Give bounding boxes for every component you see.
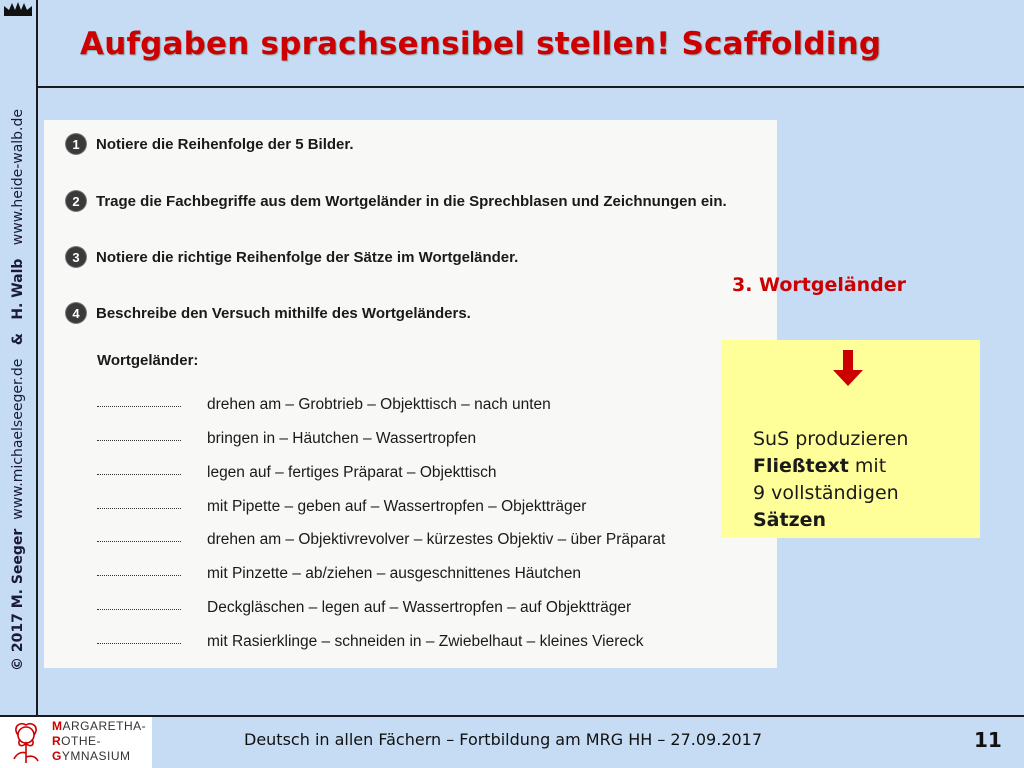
phrase-text: legen auf – fertiges Präparat – Objekttisch <box>207 464 497 481</box>
answer-blank <box>97 507 181 509</box>
callout-line-3: 9 vollständigen <box>753 482 899 504</box>
logo-line-2: OTHE- <box>61 734 102 748</box>
callout-line-1: SuS produzieren <box>753 428 909 450</box>
side-amp: & <box>10 333 26 346</box>
worksheet-image <box>44 120 777 668</box>
phrase-text: Deckgläschen – legen auf – Wassertropfen – auf Objektträger <box>207 599 632 616</box>
side-author-2: H. Walb <box>10 258 26 320</box>
task-text-1: Notiere die Reihenfolge der 5 Bilder. <box>96 135 354 153</box>
task-number-2: 2 <box>66 191 86 211</box>
task-number-1: 1 <box>66 134 86 154</box>
page-number: 11 <box>974 728 1002 752</box>
task-text-2: Trage die Fachbegriffe aus dem Wortgeländer in die Sprechblasen und Zeichnungen ein. <box>96 192 727 210</box>
footer-divider <box>0 715 1024 717</box>
phrase-row <box>97 498 586 516</box>
callout-line-4 <box>753 507 908 534</box>
phrase-text: drehen am – Objektivrevolver – kürzestes Objektiv – über Präparat <box>207 531 666 548</box>
phrase-row <box>97 464 497 482</box>
phrase-row <box>97 531 665 549</box>
callout-bold-fliesstext: Fließtext <box>753 455 849 477</box>
side-url-1: www.michaelseeger.de <box>10 358 26 520</box>
crown-logo-icon <box>2 0 34 18</box>
down-arrow-icon <box>831 348 865 388</box>
task-1 <box>66 134 354 154</box>
phrase-row <box>97 396 551 414</box>
logo-initial-r: R <box>52 734 62 748</box>
callout-line-2-rest: mit <box>848 455 887 477</box>
phrase-row <box>97 565 581 583</box>
phrase-text: mit Pipette – geben auf – Wassertropfen – Objektträger <box>207 498 587 515</box>
rose-logo-icon <box>2 717 50 767</box>
phrase-text: mit Pinzette – ab/ziehen – ausgeschnittenes Häutchen <box>207 565 581 582</box>
task-3 <box>66 247 518 267</box>
task-2 <box>66 191 727 211</box>
answer-blank <box>97 405 181 407</box>
phrase-text: mit Rasierklinge – schneiden in – Zwiebelhaut – kleines Viereck <box>207 633 644 650</box>
task-text-3: Notiere die richtige Reihenfolge der Sätze im Wortgeländer. <box>96 248 519 266</box>
phrase-row <box>97 430 476 448</box>
task-text-4: Beschreibe den Versuch mithilfe des Wortgeländers. <box>96 304 471 322</box>
answer-blank <box>97 540 181 542</box>
logo-initial-m: M <box>52 719 63 733</box>
school-name <box>52 719 146 764</box>
answer-blank <box>97 608 181 610</box>
title-divider <box>36 86 1024 88</box>
phrase-text: drehen am – Grobtrieb – Objekttisch – nach unten <box>207 396 551 413</box>
phrase-row <box>97 599 631 617</box>
wortgelaender-label: 3. Wortgeländer <box>732 274 907 296</box>
task-number-3: 3 <box>66 247 86 267</box>
answer-blank <box>97 439 181 441</box>
logo-line-1: ARGARETHA- <box>62 719 147 733</box>
slide-title: Aufgaben sprachsensibel stellen! Scaffolding <box>80 26 882 62</box>
wortgelaender-heading: Wortgeländer: <box>97 352 199 369</box>
school-logo <box>0 717 152 768</box>
callout-box <box>721 340 980 538</box>
callout-bold-saetzen: Sätzen <box>753 509 827 531</box>
phrase-text: bringen in – Häutchen – Wassertropfen <box>207 430 477 447</box>
footer-text: Deutsch in allen Fächern – Fortbildung am MRG HH – 27.09.2017 <box>244 730 763 749</box>
logo-line-3: YMNASIUM <box>61 749 131 763</box>
answer-blank <box>97 642 181 644</box>
task-4 <box>66 303 471 323</box>
answer-blank <box>97 473 181 475</box>
callout-line-2 <box>753 453 908 480</box>
side-copyright: © 2017 M. Seeger <box>10 528 26 672</box>
task-number-4: 4 <box>66 303 86 323</box>
side-url-2: www.heide-walb.de <box>10 108 26 246</box>
sidebar-divider <box>36 0 38 716</box>
logo-initial-g: G <box>52 749 62 763</box>
answer-blank <box>97 574 181 576</box>
side-credits <box>10 109 26 671</box>
phrase-row <box>97 633 644 651</box>
callout-text <box>753 426 908 534</box>
